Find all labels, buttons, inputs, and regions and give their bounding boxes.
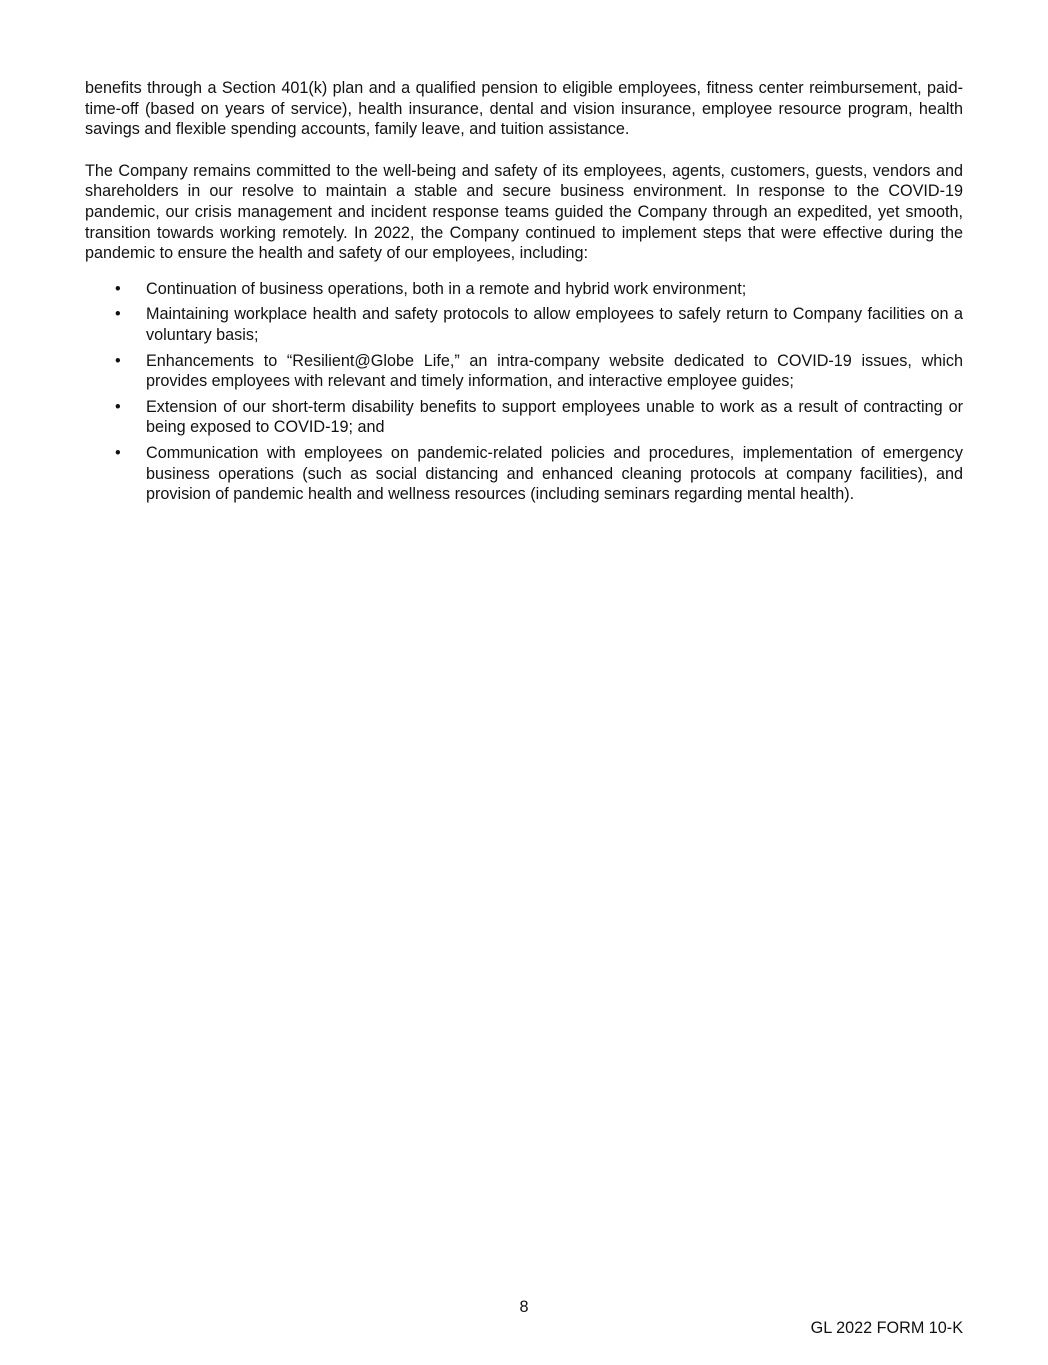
list-item-text: Enhancements to “Resilient@Globe Life,” an intra-company website dedicated to COVID-19 issues, which provides employees with relevant and timely information, and interactive employee guides; — [146, 351, 963, 391]
bullet-icon: • — [115, 351, 121, 370]
list-item-text: Extension of our short-term disability benefits to support employees unable to work as a result of contracting or being exposed to COVID-19; and — [146, 397, 963, 437]
benefits-paragraph: benefits through a Section 401(k) plan and a qualified pension to eligible employees, fitness center reimbursement, paid-time-off (based on years of service), health insurance, dental and vision insurance, employee resource program, health savings and flexible spending accounts, family leave, and tuition assistance. — [85, 79, 963, 139]
bullet-icon: • — [115, 279, 121, 298]
bullet-icon: • — [115, 397, 121, 416]
list-item — [85, 351, 963, 392]
list-item-text: Maintaining workplace health and safety protocols to allow employees to safely return to Company facilities on a voluntary basis; — [146, 305, 963, 344]
list-item — [85, 443, 963, 505]
list-item — [85, 397, 963, 438]
list-item-text: Communication with employees on pandemic-related policies and procedures, implementation of emergency business operations (such as social distancing and enhanced cleaning protocols at company facilities), and provision of pandemic health and wellness resources (including seminars regarding mental health). — [146, 443, 963, 504]
list-item — [85, 279, 963, 300]
bullet-icon: • — [115, 443, 121, 462]
page-content — [85, 78, 963, 510]
page-number: 8 — [519, 1298, 529, 1316]
covid-response-paragraph: The Company remains committed to the well-being and safety of its employees, agents, customers, guests, vendors and shareholders in our resolve to maintain a stable and secure business environment. In response to the COVID-19 pandemic, our crisis management and incident response teams guided the Company through an expedited, yet smooth, transition towards working remotely. In 2022, the Company continued to implement steps that were effective during the pandemic to ensure the health and safety of our employees, including: — [85, 161, 963, 263]
bullet-icon: • — [115, 305, 121, 324]
footer-document-id: GL 2022 FORM 10-K — [810, 1319, 963, 1337]
list-item-text: Continuation of business operations, both in a remote and hybrid work environment; — [146, 279, 747, 298]
covid-measures-list — [85, 279, 963, 505]
list-item — [85, 304, 963, 345]
